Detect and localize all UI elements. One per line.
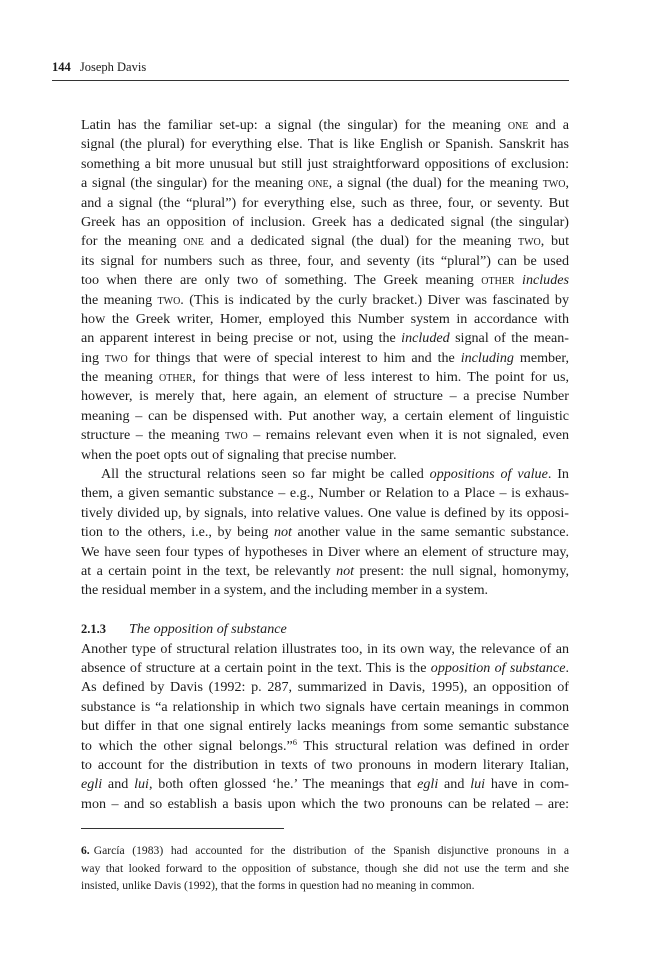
text-line: mon – and so establish a basis upon which the two pronouns can be related – are: <box>81 795 569 812</box>
footnote-line: 6. García (1983) had accounted for the distribution of the Spanish disjunctive pronouns in a <box>81 844 569 857</box>
footnote-marker: 6 <box>292 736 297 747</box>
footnote-line: way that looked forward to the opposition of substance, though she did not use the term and she <box>81 861 569 875</box>
running-head-author: Joseph Davis <box>79 60 147 74</box>
text-line: an apparent interest in being precise or not, using the included signal of the mean- <box>81 330 570 347</box>
text-line: tively divided up, by signals, into relative values. One value is defined by its opposi- <box>81 504 569 521</box>
text-line: a signal (the singular) for the meaning one, a signal (the dual) for the meaning two, <box>81 175 570 192</box>
section-number: 2.1.3 <box>81 622 106 637</box>
text-line: absence of structure at a certain point in the text. This is the opposition of substance. <box>81 659 570 676</box>
text-line: We have seen four types of hypotheses in Diver where an element of structure may, <box>81 543 569 560</box>
text-line: Another type of structural relation illustrates too, in its own way, the relevance of an <box>81 640 569 657</box>
text-line: tion to the others, i.e., by being not another value in the same semantic substance. <box>81 524 569 541</box>
text-line: structure – the meaning two – remains relevant even when it is not signaled, even <box>81 427 570 444</box>
text-line: the meaning other, for things that were of less interest to him. The point for us, <box>81 369 569 386</box>
text-line: Latin has the familiar set-up: a signal (the singular) for the meaning one and a <box>81 117 569 133</box>
running-header <box>52 59 146 75</box>
body-text <box>81 116 569 814</box>
text-line: As defined by Davis (1992: p. 287, summarized in Davis, 1995), an opposition of <box>81 679 569 696</box>
text-line: for the meaning one and a dedicated signal (the dual) for the meaning two, but <box>81 233 569 250</box>
text-line: its signal for numbers such as three, four, and seventy (its “plural”) can be used <box>81 252 569 269</box>
footnote-rule <box>81 828 284 829</box>
text-line: them, a given semantic substance – e.g., Number or Relation to a Place – is exhaus- <box>81 485 569 502</box>
text-line: however, is merely that, here again, an element of structure – a precise Number <box>81 388 569 405</box>
text-line: the residual member in a system, and the including member in a system. <box>81 582 489 599</box>
text-line: the meaning two. (This is indicated by the curly bracket.) Diver was fascinated by <box>81 291 569 308</box>
text-line: signal (the plural) for everything else. That is like English or Spanish. Sanskrit has <box>81 136 569 153</box>
header-rule <box>52 80 569 81</box>
text-line: and a signal (the “plural”) for everything else, such as three, four, or seventy. But <box>81 194 569 211</box>
footnote-number: 6. <box>81 844 90 857</box>
text-line: something a bit more unusual but still just straightforward oppositions of exclusion: <box>81 155 569 172</box>
section-heading <box>81 620 569 639</box>
text-line: substance is “a relationship in which two signals have certain meanings in common <box>81 698 569 715</box>
text-line: too when there are only two of something. The Greek meaning other includes <box>81 272 569 289</box>
text-line: how the Greek writer, Homer, employed this Number system in accordance with <box>81 310 569 327</box>
text-line: ing two for things that were of special interest to him and the including member, <box>81 349 569 366</box>
text-line: All the structural relations seen so far might be called oppositions of value. In <box>101 466 569 483</box>
text-line: to account for the distribution in texts of two pronouns in modern literary Italian, <box>81 756 569 773</box>
text-line: but differ in that one signal entirely lacks meanings from some semantic substance <box>81 718 569 735</box>
footnote-area <box>81 842 569 895</box>
text-line: at a certain point in the text, be relevantly not present: the null signal, homonymy, <box>81 562 569 579</box>
text-line: when the poet opts out of signaling that precise number. <box>81 446 397 463</box>
text-line: to which the other signal belongs.”$^6$ This structural relation was defined in order <box>81 736 569 754</box>
footnote-line: insisted, unlike Davis (1992), that the forms in question had no meaning in common. <box>81 879 475 892</box>
text-line: meaning – can be dispensed with. Put another way, a certain element of linguistic <box>81 407 569 424</box>
text-line: egli and lui, both often glossed ‘he.’ The meanings that egli and lui have in com- <box>81 776 569 793</box>
page-number: 144 <box>52 60 71 74</box>
section-title: The opposition of substance <box>129 621 287 638</box>
text-line: Greek has an opposition of inclusion. Greek has a dedicated signal (the singular) <box>81 213 569 230</box>
